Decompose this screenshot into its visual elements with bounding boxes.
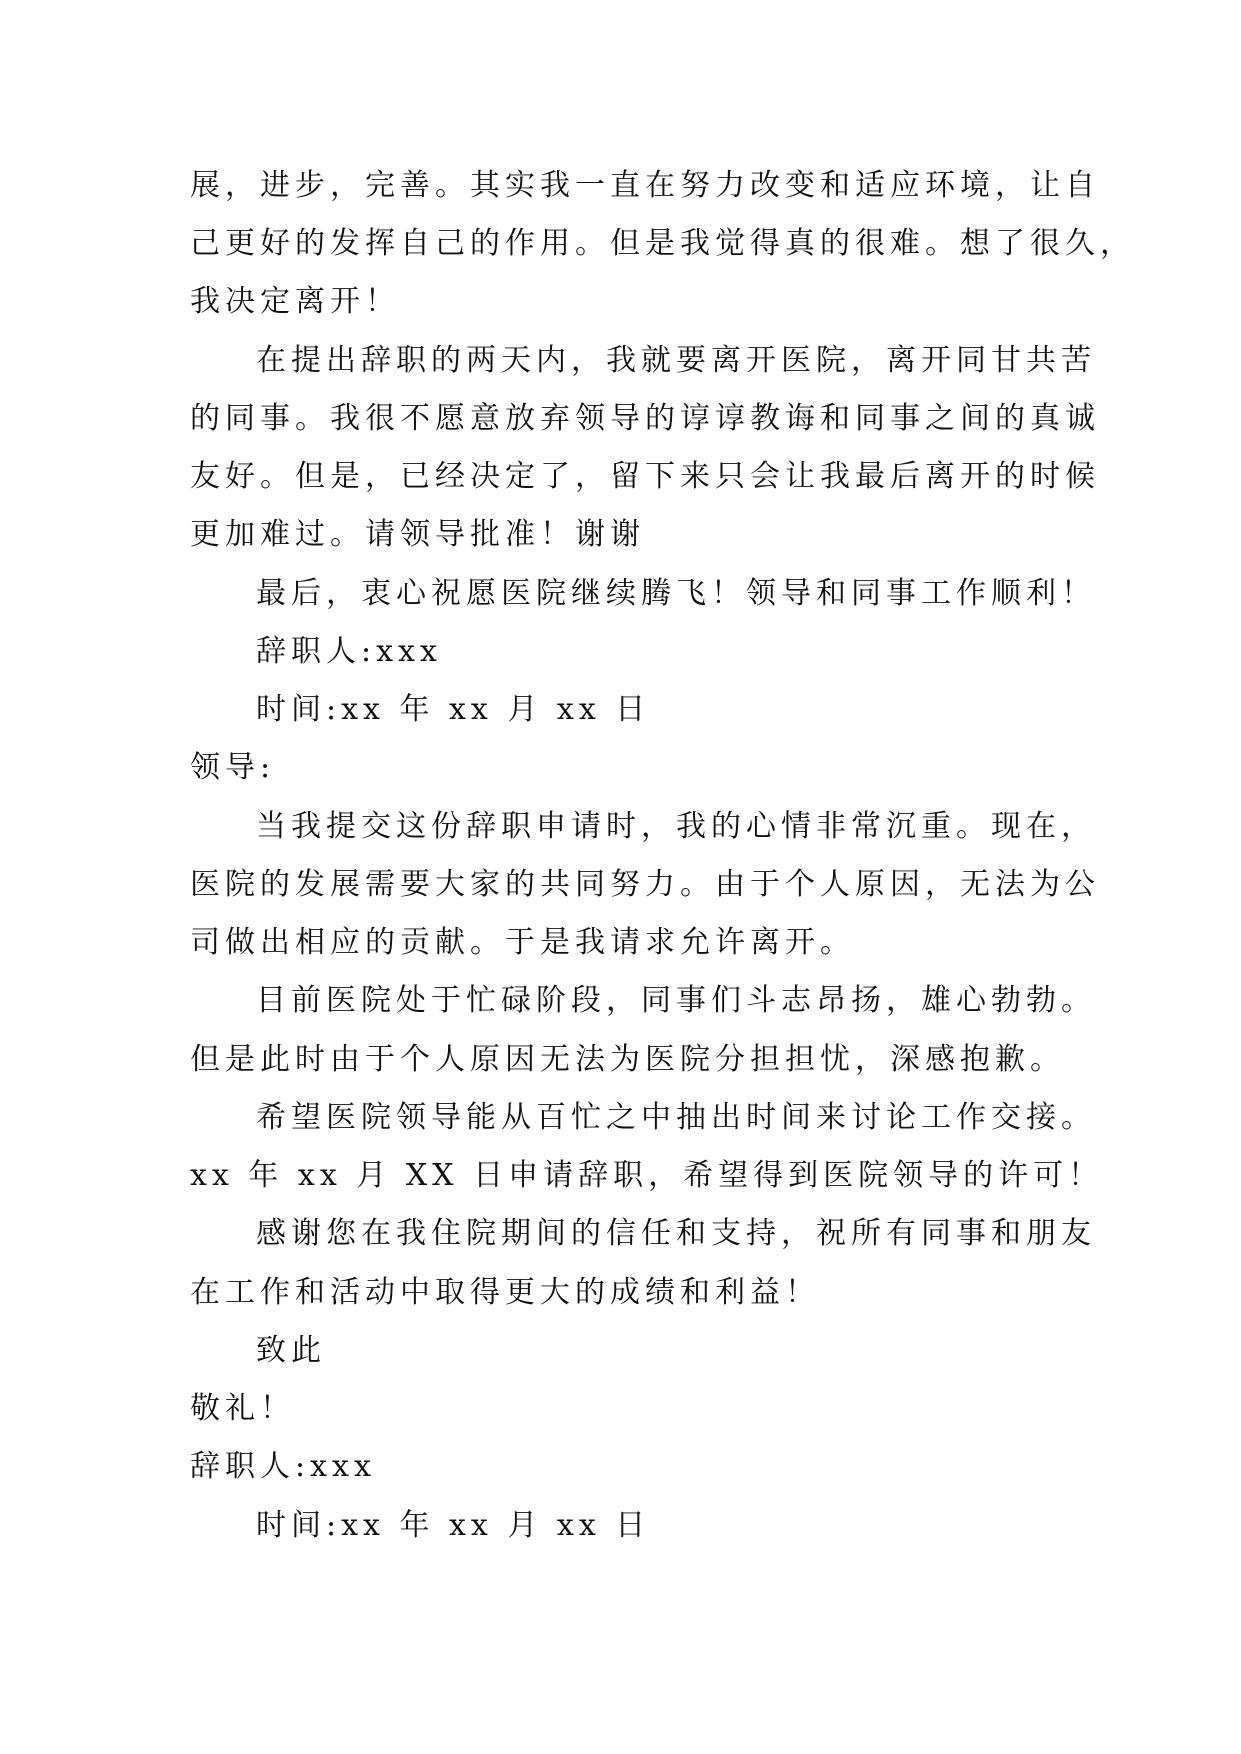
text-line: 司做出相应的贡献。于是我请求允许离开。 — [190, 925, 855, 960]
signature-date: 时间:xx 年 xx 月 xx 日 — [256, 1508, 651, 1543]
text-line: 当我提交这份辞职申请时，我的心情非常沉重。现在， — [256, 809, 1096, 844]
text-line: 医院的发展需要大家的共同努力。由于个人原因，无法为公 — [190, 867, 1100, 902]
signature-name: 辞职人:xxx — [256, 634, 442, 669]
text-line: 希望医院领导能从百忙之中抽出时间来讨论工作交接。 — [256, 1100, 1096, 1135]
text-line: 的同事。我很不愿意放弃领导的谆谆教诲和同事之间的真诚 — [190, 401, 1100, 436]
text-line: 感谢您在我住院期间的信任和支持，祝所有同事和朋友 — [256, 1216, 1096, 1251]
salutation: 领导: — [190, 750, 276, 785]
text-line: 在工作和活动中取得更大的成绩和利益！ — [190, 1275, 820, 1310]
text-line: 我决定离开！ — [190, 284, 400, 319]
text-line: 友好。但是，已经决定了，留下来只会让我最后离开的时候 — [190, 459, 1100, 494]
closing-line: 致此 — [256, 1333, 326, 1368]
text-line: 最后，衷心祝愿医院继续腾飞！领导和同事工作顺利！ — [256, 576, 1096, 611]
text-line: 目前医院处于忙碌阶段，同事们斗志昂扬，雄心勃勃。 — [256, 983, 1096, 1018]
text-line: xx 年 xx 月 XX 日申请辞职，希望得到医院领导的许可！ — [190, 1158, 1104, 1193]
text-line: 但是此时由于个人原因无法为医院分担担忧，深感抱歉。 — [190, 1042, 1065, 1077]
text-line: 更加难过。请领导批准！谢谢 — [190, 517, 645, 552]
signature-date: 时间:xx 年 xx 月 xx 日 — [256, 692, 651, 727]
signature-name: 辞职人:xxx — [190, 1449, 376, 1484]
closing-salute: 敬礼！ — [190, 1391, 295, 1426]
text-line: 己更好的发挥自己的作用。但是我觉得真的很难。想了很久， — [190, 226, 1135, 261]
text-line: 在提出辞职的两天内，我就要离开医院，离开同甘共苦 — [256, 343, 1096, 378]
text-line: 展，进步，完善。其实我一直在努力改变和适应环境，让自 — [190, 168, 1100, 203]
